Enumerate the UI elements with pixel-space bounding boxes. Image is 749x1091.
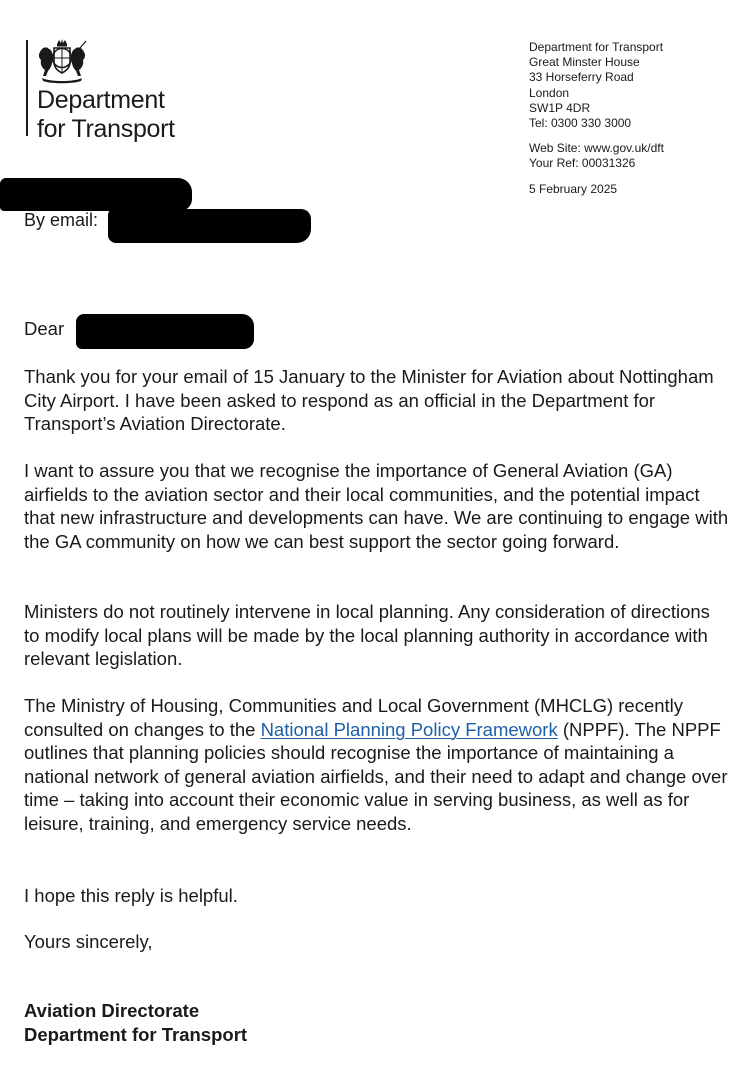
department-logo-wordmark: [37, 86, 175, 144]
address-line-2: Great Minster House: [529, 55, 640, 70]
address-telephone: Tel: 0300 330 3000: [529, 116, 632, 131]
logo-divider-rule: [26, 40, 28, 136]
closing-line: Yours sincerely,: [24, 931, 153, 952]
salutation: Dear: [24, 318, 65, 339]
paragraph-4-text-end: (NPPF). The NPPF outlines that planning policies should recognise the importance of maintaining a national network of general aviation airfields, and their need to adapt and change over time – taking into account their economic value in serving business, as well as for leisure, training, and emergency service needs.: [24, 718, 728, 834]
body-paragraph-5: I hope this reply is helpful.: [24, 885, 238, 906]
body-paragraph-3: Ministers do not routinely intervene in local planning. Any consideration of directions to modify local plans will be made by the local planning authority in accordance with relevant legislation.: [24, 601, 710, 669]
letter-body: [24, 365, 729, 1000]
logo-line-1: Department: [37, 86, 165, 114]
by-email-label: By email:: [24, 210, 99, 230]
paragraph-4-text-start: The Ministry of Housing, Communities and Local Government (MHCLG) recently consulted on changes to the: [24, 695, 684, 740]
royal-coat-of-arms-icon: [36, 38, 88, 84]
body-paragraph-1: Thank you for your email of 15 January to the Minister for Aviation about Nottingham City Airport. I have been asked to respond as an official in the Department for Transport’s Aviation Directorate.: [24, 366, 714, 434]
sender-address-block: [529, 40, 664, 197]
letter-date: 5 February 2025: [529, 181, 618, 196]
address-line-4: London: [529, 85, 570, 100]
address-line-1: Department for Transport: [529, 40, 664, 54]
address-website: Web Site: www.gov.uk/dft: [529, 141, 664, 156]
address-postcode: SW1P 4DR: [529, 100, 591, 115]
nppf-link[interactable]: National Planning Policy Framework: [260, 718, 558, 740]
address-reference: Your Ref: 00031326: [529, 156, 636, 171]
signature-block: [24, 999, 247, 1047]
redaction-salutation-name: [76, 314, 254, 349]
redaction-recipient-name: [0, 178, 192, 211]
body-paragraph-4: [24, 694, 729, 884]
signature-line-2: Department for Transport: [24, 1024, 248, 1045]
signature-line-1: Aviation Directorate: [24, 1000, 200, 1021]
address-line-3: 33 Horseferry Road: [529, 70, 634, 85]
logo-line-2: for Transport: [37, 115, 175, 143]
body-paragraph-2: I want to assure you that we recognise the importance of General Aviation (GA) airfields to the aviation sector and their local communities, and the potential impact that new infrastructure and developments can have. We are continuing to engage with the GA community on how we can best support the sector going forward.: [24, 460, 729, 552]
redaction-recipient-email: [108, 209, 311, 243]
